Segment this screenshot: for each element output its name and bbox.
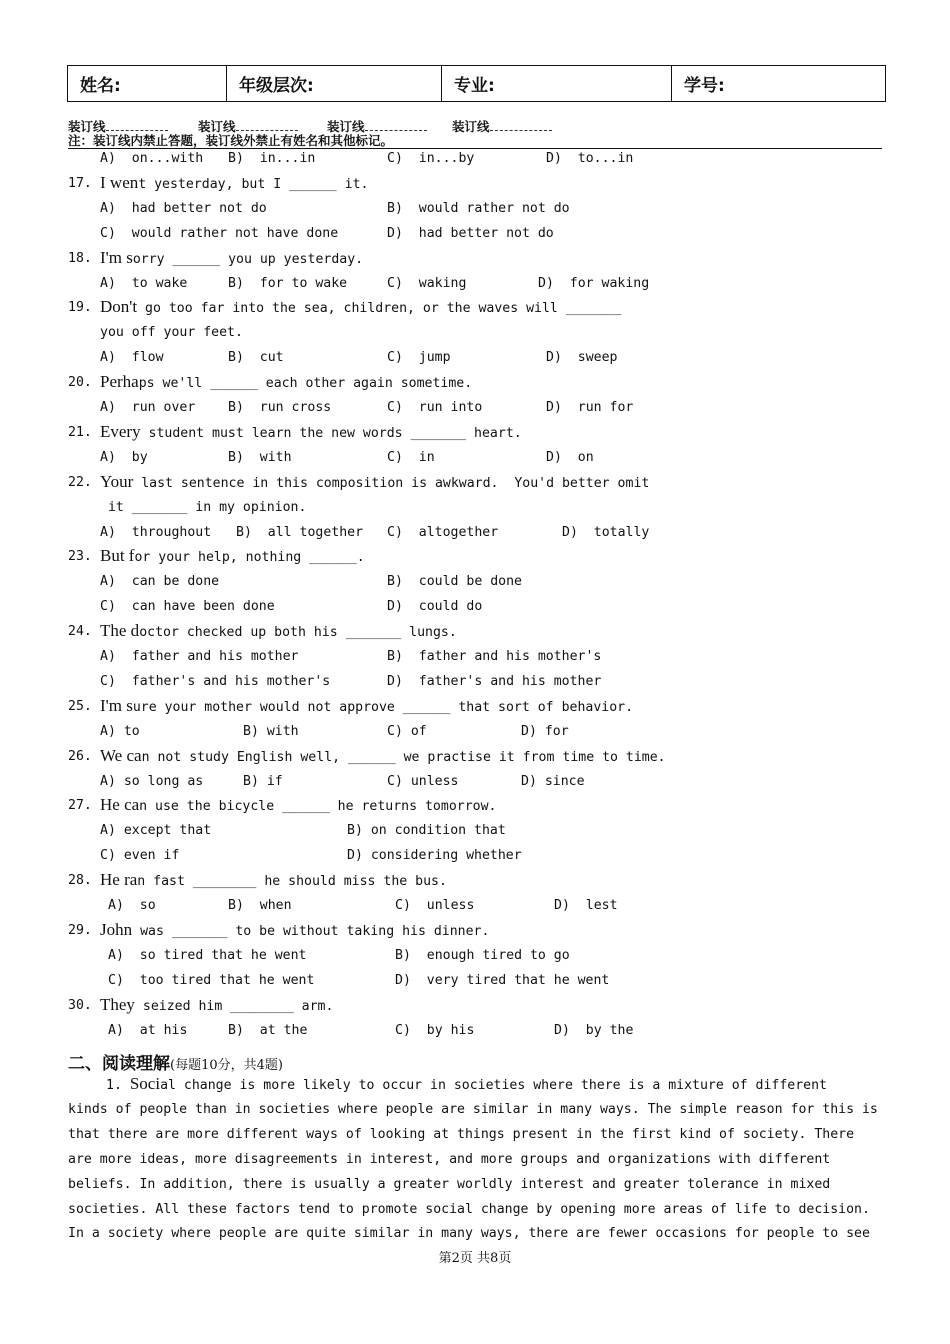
question-stem: [100, 422, 522, 442]
answer-option: B) when: [228, 898, 292, 913]
question-number: 23.: [68, 549, 92, 565]
question-stem-lead: John: [100, 919, 133, 939]
answer-option: A) except that: [100, 823, 212, 839]
question-stem-text: was _______ to be without taking his dinner.: [132, 923, 490, 939]
answer-option: D) could do: [387, 599, 483, 615]
answer-option: C) run into: [387, 400, 483, 415]
answer-option: B) all together: [236, 524, 364, 540]
passage-number: 1.: [106, 1078, 122, 1093]
section-note: (每题10分，共4题): [170, 1058, 283, 1073]
question-number: 17.: [68, 175, 92, 191]
passage-line: are more ideas, more disagreements in interest, and more groups and organizations with different: [68, 1151, 831, 1167]
question-stem-lead: We ca: [100, 745, 142, 765]
question-stem-text: n use the bicycle ______ he returns tomorrow.: [139, 799, 497, 815]
question-number: 20.: [68, 375, 92, 391]
question-stem: [100, 248, 363, 268]
question-stem-text: n fast ________ he should miss the bus.: [137, 874, 447, 890]
binding-label: 装订线: [198, 119, 236, 134]
answer-option: C) altogether: [387, 524, 499, 540]
passage-line: [106, 1074, 827, 1094]
answer-option: A) by: [100, 449, 148, 465]
question-number: 22.: [68, 474, 92, 490]
student-info-table: [67, 65, 886, 102]
question-number: 26.: [68, 748, 92, 764]
answer-option: C) waking: [387, 275, 467, 291]
answer-option: C) by his: [395, 1022, 475, 1038]
question-stem: [100, 621, 457, 641]
answer-option: A) so long as: [100, 773, 204, 789]
question-stem-text: seized him ________ arm.: [134, 998, 334, 1014]
answer-option: D) very tired that he went: [395, 972, 610, 988]
answer-option: A) father and his mother: [100, 649, 299, 664]
answer-option: C) can have been done: [100, 599, 275, 615]
answer-option: A) flow: [100, 350, 164, 366]
answer-option: D) for: [521, 723, 569, 739]
question-stem: [100, 795, 496, 815]
answer-option: A) to: [100, 723, 140, 739]
binding-label: 装订线: [68, 119, 106, 134]
answer-option: B) for to wake: [228, 275, 348, 291]
answer-option: B) could be done: [387, 574, 522, 590]
question-stem: [100, 870, 447, 890]
question-stem: [100, 297, 621, 317]
answer-option: B) on condition that: [347, 823, 506, 839]
answer-option: B) cut: [228, 350, 284, 366]
question-stem-text: n not study English well, ______ we practise it from time to time.: [141, 749, 666, 765]
major-label: 专业:: [442, 66, 672, 101]
page-footer: 第2页 共8页: [438, 1251, 512, 1266]
answer-option: A) had better not do: [100, 200, 267, 216]
answer-option: D) run for: [546, 400, 634, 415]
question-stem-continued: it _______ in my opinion.: [100, 499, 307, 515]
question-stem-text: last sentence in this composition is awkward. You'd better omit: [133, 475, 650, 491]
passage-text: al change is more likely to occur in societies where there is a mixture of different: [160, 1078, 827, 1093]
binding-label: 装订线: [327, 119, 365, 134]
question-number: 18.: [68, 250, 92, 266]
answer-option: B) father and his mother's: [387, 649, 602, 664]
question-stem-text: student must learn the new words _______ heart.: [140, 425, 522, 441]
answer-option: D) lest: [554, 898, 618, 913]
answer-option: D) had better not do: [387, 225, 554, 241]
passage-line: kinds of people than in societies where people are similar in many ways. The simple reason for this is: [68, 1101, 878, 1117]
header-rule: [68, 148, 882, 149]
answer-option: D) father's and his mother: [387, 673, 602, 689]
question-stem: [100, 696, 633, 716]
binding-notice: 注：装订线内禁止答题，装订线外禁止有姓名和其他标记。: [68, 133, 394, 148]
question-stem-lead: Perha: [100, 372, 139, 392]
answer-option: D) since: [521, 773, 585, 789]
answer-option: B) if: [243, 773, 283, 789]
student-id-label: 学号:: [684, 76, 725, 96]
question-stem-text: t yesterday, but I ______ it.: [138, 176, 369, 192]
question-stem-lead: Your: [100, 471, 134, 491]
question-stem: [100, 372, 472, 392]
answer-option: C) even if: [100, 848, 180, 864]
binding-line-segment: [452, 117, 552, 135]
answer-option: A) run over: [100, 400, 196, 415]
answer-option: A) at his: [108, 1022, 188, 1038]
answer-option: D) sweep: [546, 350, 618, 366]
section-title: [68, 1049, 283, 1074]
answer-option: D) totally: [562, 524, 650, 540]
answer-option: B) enough tired to go: [395, 947, 570, 963]
question-stem-text: go too far into the sea, children, or the waves will _______: [137, 301, 622, 317]
answer-option: B) run cross: [228, 400, 332, 415]
question-stem: [100, 546, 365, 566]
answer-option: D) by the: [554, 1022, 634, 1038]
answer-option: C) in: [387, 449, 435, 465]
question-stem-text: octor checked up both his _______ lungs.: [139, 625, 457, 641]
question-stem: [100, 920, 489, 940]
passage-lead: Soci: [129, 1074, 161, 1093]
answer-option: D) for waking: [538, 275, 650, 291]
question-stem-lead: They: [100, 994, 135, 1014]
answer-option: A) throughout: [100, 524, 212, 540]
passage-line: beliefs. In addition, there is usually a greater worldly interest and greater tolerance in mixed: [68, 1176, 831, 1192]
answer-option: A) so: [108, 898, 156, 913]
question-stem-text: ps we'll ______ each other again sometime.: [138, 376, 473, 392]
passage-line: that there are more different ways of looking at things present in the first kind of society. There: [68, 1126, 855, 1142]
question-stem-text: or your help, nothing ______.: [134, 550, 365, 566]
question-number: 21.: [68, 424, 92, 440]
answer-option: B) with: [228, 449, 292, 465]
question-stem-lead: I wen: [100, 172, 139, 192]
section-heading: 二、阅读理解: [68, 1054, 170, 1074]
question-stem: [100, 472, 649, 492]
question-stem-lead: The d: [100, 621, 140, 641]
binding-label: 装订线: [452, 119, 490, 134]
answer-option: C) of: [387, 723, 427, 739]
question-stem: [100, 995, 333, 1015]
question-number: 28.: [68, 873, 92, 889]
question-stem-lead: I'm s: [100, 247, 133, 267]
question-stem-text: ure your mother would not approve ______ that sort of behavior.: [132, 699, 634, 715]
question-stem-lead: He ra: [100, 870, 138, 890]
answer-option: B) at the: [228, 1022, 308, 1038]
answer-option: D) considering whether: [347, 848, 522, 864]
question-number: 27.: [68, 798, 92, 814]
answer-option: C) would rather not have done: [100, 225, 339, 241]
question-stem: [100, 746, 666, 766]
answer-option: A) to wake: [100, 275, 188, 291]
question-stem-lead: Don't: [100, 297, 138, 317]
answer-option: B) in...in: [228, 151, 316, 166]
grade-label: 年级层次:: [227, 66, 442, 101]
question-number: 29.: [68, 922, 92, 938]
answer-option: C) jump: [387, 350, 451, 366]
question-number: 25.: [68, 698, 92, 714]
question-stem-lead: Every: [100, 421, 141, 441]
question-number: 19.: [68, 300, 92, 316]
answer-option: C) father's and his mother's: [100, 673, 331, 689]
answer-option: B) with: [243, 723, 299, 739]
name-label: 姓名:: [68, 66, 227, 101]
passage-line: In a society where people are quite similar in many ways, there are fewer occasions for people to see: [68, 1226, 870, 1242]
answer-option: C) unless: [395, 898, 475, 913]
answer-option: A) on...with: [100, 151, 204, 166]
question-number: 24.: [68, 624, 92, 640]
question-stem-text: orry ______ you up yesterday.: [132, 251, 364, 267]
answer-option: A) can be done: [100, 574, 220, 590]
question-number: 30.: [68, 997, 92, 1013]
question-stem: [100, 173, 368, 193]
answer-option: A) so tired that he went: [108, 947, 307, 963]
answer-option: C) too tired that he went: [108, 972, 315, 988]
answer-option: D) on: [546, 449, 594, 465]
question-stem-lead: I'm s: [100, 695, 133, 715]
question-stem-continued: you off your feet.: [100, 325, 243, 341]
answer-option: B) would rather not do: [387, 200, 570, 216]
answer-option: C) in...by: [387, 151, 475, 166]
answer-option: C) unless: [387, 773, 459, 789]
question-stem-lead: He ca: [100, 795, 140, 815]
answer-option: D) to...in: [546, 151, 634, 166]
question-stem-lead: But f: [100, 546, 135, 566]
passage-line: societies. All these factors tend to promote social change by opening more areas of life to decision.: [68, 1201, 870, 1217]
